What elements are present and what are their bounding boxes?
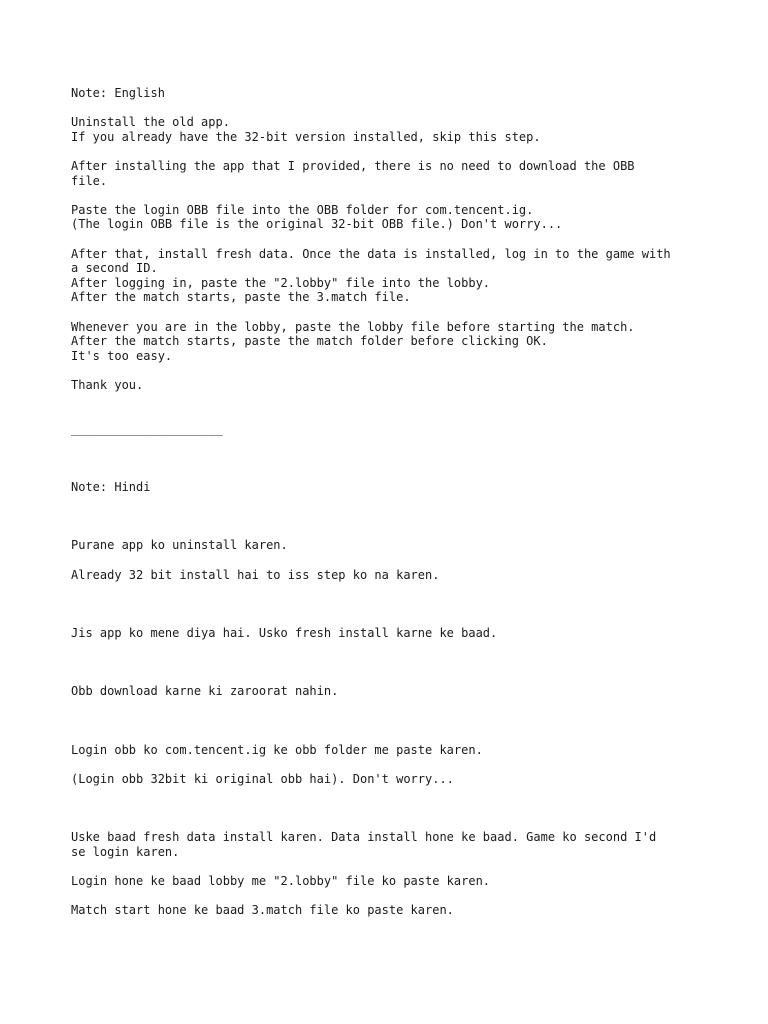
hindi-fresh-data-line1: Uske baad fresh data install karen. Data install hone ke baad. Game ko second I'd bbox=[71, 830, 657, 845]
hindi-paste-match: Match start hone ke baad 3.match file ko paste karen. bbox=[71, 903, 454, 918]
hindi-skip-step: Already 32 bit install hai to iss step ko na karen. bbox=[71, 567, 440, 582]
document-page bbox=[71, 86, 711, 918]
english-step-skip: If you already have the 32-bit version installed, skip this step. bbox=[71, 129, 541, 144]
hindi-paste-lobby: Login hone ke baad lobby me "2.lobby" file ko paste karen. bbox=[71, 874, 491, 889]
section-separator: _____________________ bbox=[71, 421, 223, 436]
hindi-fresh-install: Jis app ko mene diya hai. Usko fresh install karne ke baad. bbox=[71, 625, 498, 640]
hindi-uninstall: Purane app ko uninstall karen. bbox=[71, 538, 288, 553]
english-paste-lobby: After logging in, paste the "2.lobby" file into the lobby. bbox=[71, 275, 491, 290]
hindi-note-title: Note: Hindi bbox=[71, 480, 151, 495]
english-obb-note-line1: After installing the app that I provided, there is no need to download the OBB bbox=[71, 158, 635, 173]
english-easy-note: It's too easy. bbox=[71, 348, 173, 363]
hindi-login-obb-info: (Login obb 32bit ki original obb hai). Don't worry... bbox=[71, 771, 454, 786]
english-step-uninstall: Uninstall the old app. bbox=[71, 115, 230, 130]
english-thanks: Thank you. bbox=[71, 377, 144, 392]
english-match-reminder: After the match starts, paste the match folder before clicking OK. bbox=[71, 334, 548, 349]
hindi-no-obb-download: Obb download karne ki zaroorat nahin. bbox=[71, 684, 339, 699]
english-fresh-data-line1: After that, install fresh data. Once the data is installed, log in to the game with bbox=[71, 246, 671, 261]
english-login-obb-info: (The login OBB file is the original 32-bit OBB file.) Don't worry... bbox=[71, 217, 563, 232]
english-obb-note-line2: file. bbox=[71, 173, 108, 188]
english-paste-match: After the match starts, paste the 3.match file. bbox=[71, 290, 411, 305]
english-note-title: Note: English bbox=[71, 86, 165, 100]
hindi-paste-login-obb: Login obb ko com.tencent.ig ke obb folder me paste karen. bbox=[71, 742, 483, 757]
english-lobby-reminder: Whenever you are in the lobby, paste the lobby file before starting the match. bbox=[71, 319, 635, 334]
english-fresh-data-line2: a second ID. bbox=[71, 261, 158, 276]
hindi-fresh-data-line2: se login karen. bbox=[71, 844, 180, 859]
english-paste-login-obb: Paste the login OBB file into the OBB folder for com.tencent.ig. bbox=[71, 202, 534, 217]
